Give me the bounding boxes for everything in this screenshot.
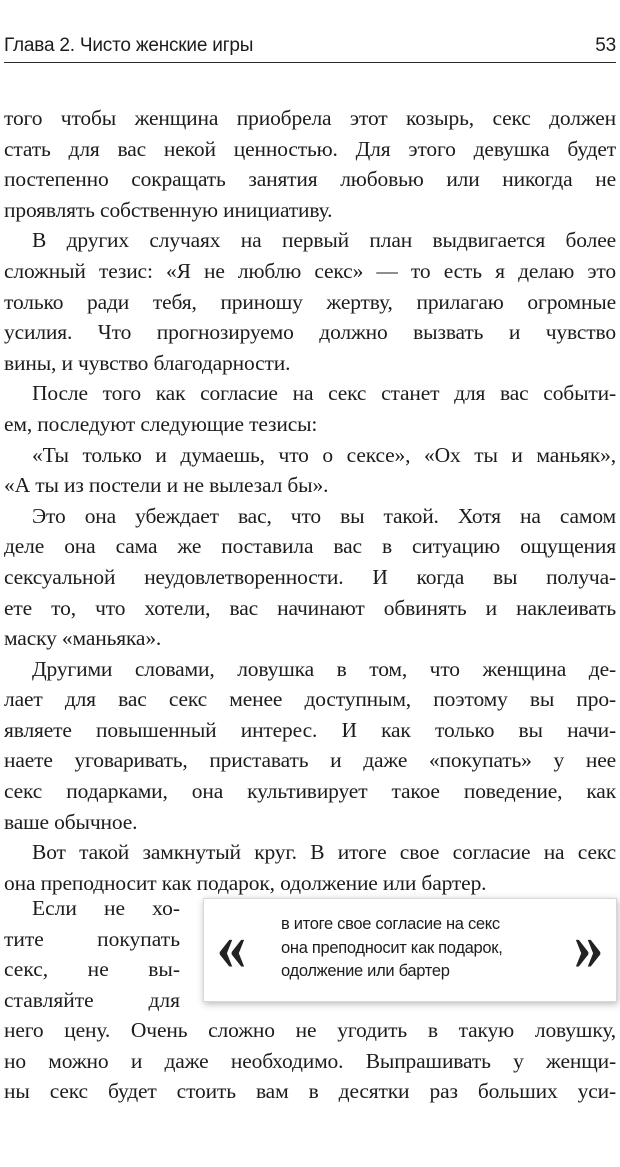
text-line: ставляйте для xyxy=(4,987,180,1012)
paragraph xyxy=(4,837,616,898)
pull-quote-line: в итоге свое согласие на секс xyxy=(281,915,500,933)
paragraph xyxy=(4,103,616,225)
text-line: секс, не вы- xyxy=(4,957,180,982)
text-line: но можно и даже необходимо. Выпрашивать у женщи- xyxy=(4,1048,616,1073)
text-line: маску «маньяка». xyxy=(4,626,162,651)
text-line: вины, и чувство благодарности. xyxy=(4,350,291,375)
text-line: Другими словами, ловушка в том, что женщина де- xyxy=(32,656,616,681)
pull-quote-line: она преподносит как подарок, xyxy=(281,938,503,957)
text-line: постепенно сокращать занятия любовью или никогда не xyxy=(4,167,616,192)
text-line: Если не хо- xyxy=(32,896,180,920)
text-line: только ради тебя, приношу жертву, прилагаю огромные xyxy=(4,289,616,314)
close-quote-mark: » xyxy=(573,908,604,985)
text-line: тите покупать xyxy=(4,926,180,951)
text-line: сексуальной неудовлетворенности. И когда вы получа- xyxy=(4,564,616,589)
text-line: стать для вас некой ценностью. Для этого девушка будет xyxy=(4,136,616,161)
pull-quote-text xyxy=(281,913,551,984)
text-line: проявлять собственную инициативу. xyxy=(4,197,333,222)
text-line: того чтобы женщина приобрела этот козырь, секс должен xyxy=(4,106,616,130)
text-line: являете повышенный интерес. И как только вы начи- xyxy=(4,717,616,742)
text-line: После того как согласие на секс станет для вас событи- xyxy=(32,381,616,406)
pull-quote-line: одолжение или бартер xyxy=(281,962,450,980)
paragraph xyxy=(4,501,616,654)
running-header xyxy=(4,32,616,63)
open-quote-mark: « xyxy=(216,908,247,985)
text-line: ны секс будет стоить вам в десятки раз больших уси- xyxy=(4,1079,616,1104)
text-line: лает для вас секс менее доступным, поэтому вы про- xyxy=(4,687,616,712)
text-line: ем, последуют следующие тезисы: xyxy=(4,411,318,436)
text-line: него цену. Очень сложно не угодить в такую ловушку, xyxy=(4,1018,616,1042)
text-line: «Ты только и думаешь, что о сексе», «Ох ты и маньяк», xyxy=(32,442,616,467)
page-number: 53 xyxy=(595,35,616,56)
text-line: ете то, что хотели, вас начинают обвинять и наклеивать xyxy=(4,595,616,620)
text-line: секс подарками, она культивирует такое поведение, как xyxy=(4,779,616,804)
text-line: В других случаях на первый план выдвигается более xyxy=(32,228,616,253)
pull-quote-box xyxy=(203,898,617,1002)
paragraph xyxy=(4,378,616,439)
chapter-title: Глава 2. Чисто женские игры xyxy=(4,35,254,56)
text-line: усилия. Что прогнозируемо должно вызвать и чувство xyxy=(4,320,616,345)
text-line: ваше обычное. xyxy=(4,809,138,834)
text-line: деле она сама же поставила вас в ситуацию ощущения xyxy=(4,534,616,559)
text-line: наете уговаривать, приставать и даже «покупать» у нее xyxy=(4,748,616,773)
text-line: Вот такой замкнутый круг. В итоге свое согласие на секс xyxy=(32,840,616,865)
text-line: сложный тезис: «Я не люблю секс» — то есть я делаю это xyxy=(4,258,616,283)
wrapped-paragraph xyxy=(4,893,180,1015)
text-line: она преподносит как подарок, одолжение или бартер. xyxy=(4,870,487,895)
paragraph xyxy=(4,225,616,378)
paragraph xyxy=(4,654,616,838)
paragraph xyxy=(4,440,616,501)
text-line: Это она убеждает вас, что вы такой. Хотя на самом xyxy=(32,503,616,528)
text-line: «А ты из постели и не вылезал бы». xyxy=(4,473,329,498)
body-text xyxy=(4,103,616,898)
body-text-continued xyxy=(4,1015,616,1107)
